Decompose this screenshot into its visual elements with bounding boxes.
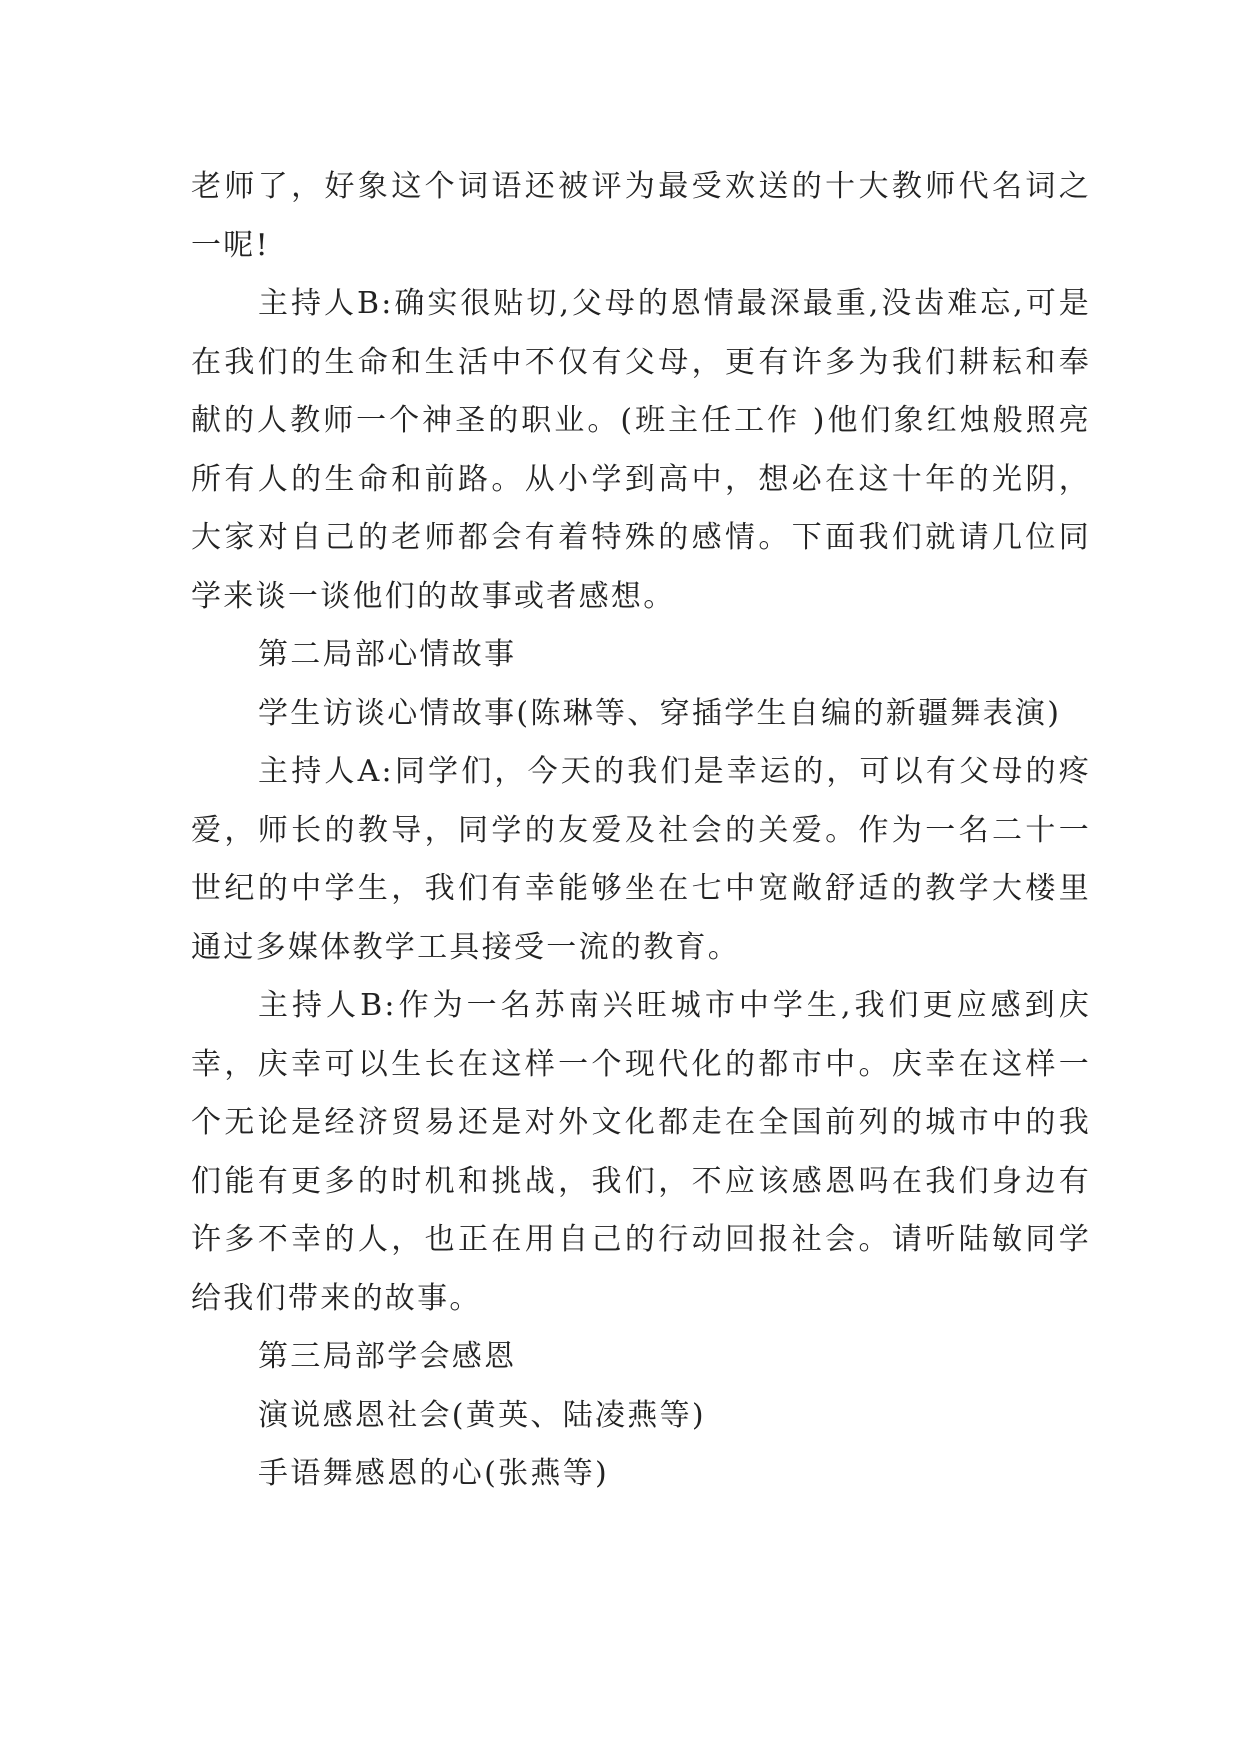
paragraph-sign-dance: 手语舞感恩的心(张燕等) bbox=[258, 1456, 610, 1491]
paragraph-host-b-2: 主持人B:作为一名苏南兴旺城市中学生,我们更应感到庆幸，庆幸可以生长在这样一个现代化的都市中。庆幸在这样一个无论是经济贸易还是对外文化都走在全国前列的城市中的我们能有更多的时机和挑战，我们，不应该感恩吗在我们身边有许多不幸的人，也正在用自己的行动回报社会。请听陆敏同学给我们带来的故事。 bbox=[191, 988, 1091, 1316]
paragraph-host-b-1: 主持人B:确实很贴切,父母的恩情最深最重,没齿难忘,可是在我们的生命和生活中不仅有父母，更有许多为我们耕耘和奉献的人教师一个神圣的职业。(班主任工作 )他们象红烛般照亮所有人的生命和前路。从小学到高中，想必在这十年的光阴，大家对自己的老师都会有着特殊的感情。下面我们就请几位同学来谈一谈他们的故事或者感想。 bbox=[191, 286, 1091, 614]
paragraph-speech: 演说感恩社会(黄英、陆凌燕等) bbox=[258, 1397, 706, 1433]
section-heading-2: 第二局部心情故事 bbox=[258, 637, 517, 672]
section-heading-3: 第三局部学会感恩 bbox=[258, 1339, 517, 1374]
document-body bbox=[191, 158, 1091, 1504]
paragraph-continuation: 老师了，好象这个词语还被评为最受欢送的十大教师代名词之一呢! bbox=[191, 169, 1091, 263]
paragraph-interview: 学生访谈心情故事(陈琳等、穿插学生自编的新疆舞表演) bbox=[258, 695, 1062, 731]
paragraph-host-a: 主持人A:同学们，今天的我们是幸运的，可以有父母的疼爱，师长的教导，同学的友爱及社会的关爱。作为一名二十一世纪的中学生，我们有幸能够坐在七中宽敞舒适的教学大楼里通过多媒体教学工具接受一流的教育。 bbox=[191, 754, 1091, 965]
